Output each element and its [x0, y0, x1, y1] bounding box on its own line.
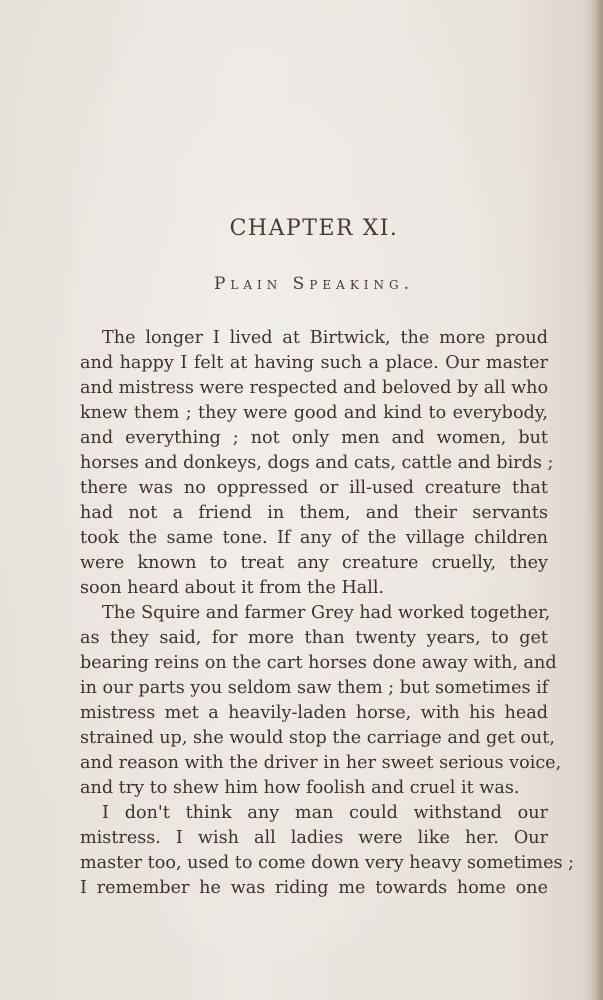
- text-line: there was no oppressed or ill-used creature that: [80, 478, 548, 498]
- text-line: and happy I felt at having such a place. Our master: [80, 353, 548, 373]
- text-line: soon heard about it from the Hall.: [80, 578, 385, 598]
- chapter-title: CHAPTER XI.: [229, 216, 399, 241]
- text-line: I don't think any man could withstand our: [102, 803, 548, 823]
- text-line: strained up, she would stop the carriage and get out,: [80, 728, 555, 748]
- text-line: took the same tone. If any of the village children: [80, 528, 548, 548]
- chapter-body-text: [80, 326, 575, 901]
- text-line: in our parts you seldom saw them ; but sometimes if: [80, 678, 549, 698]
- text-line: mistress met a heavily-laden horse, with his head: [80, 703, 548, 723]
- text-line: I remember he was riding me towards home one: [80, 878, 548, 898]
- page-edge-shadow: [595, 0, 603, 1000]
- text-line: The Squire and farmer Grey had worked together,: [102, 603, 551, 623]
- text-line: had not a friend in them, and their servants: [80, 503, 548, 523]
- text-line: mistress. I wish all ladies were like her. Our: [80, 828, 548, 848]
- text-line: as they said, for more than twenty years, to get: [80, 628, 548, 648]
- text-line: bearing reins on the cart horses done away with, and: [80, 653, 557, 673]
- text-line: and try to shew him how foolish and cruel it was.: [80, 778, 520, 798]
- text-line: knew them ; they were good and kind to everybody,: [80, 403, 548, 423]
- text-line: master too, used to come down very heavy sometimes ;: [80, 853, 575, 873]
- text-line: The longer I lived at Birtwick, the more proud: [102, 328, 548, 348]
- text-line: horses and donkeys, dogs and cats, cattle and birds ;: [80, 453, 554, 473]
- text-line: were known to treat any creature cruelly, they: [80, 553, 548, 573]
- chapter-subtitle: Plain Speaking.: [213, 274, 415, 294]
- text-line: and reason with the driver in her sweet serious voice,: [80, 753, 562, 773]
- text-line: and mistress were respected and beloved by all who: [80, 378, 549, 398]
- text-line: and everything ; not only men and women, but: [80, 428, 548, 448]
